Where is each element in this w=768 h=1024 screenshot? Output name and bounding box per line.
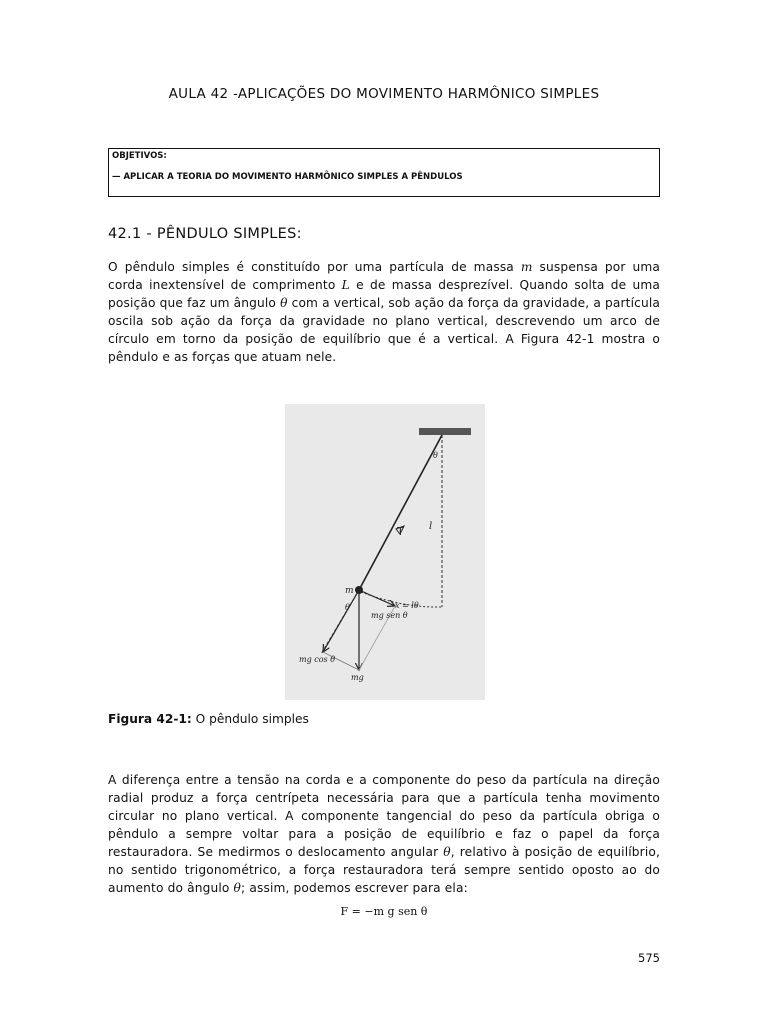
restoring-force-formula: F = −m g sen θ — [340, 905, 428, 918]
label-arc: x = lθ — [395, 601, 419, 610]
math-L: L — [341, 278, 350, 292]
paragraph-text: O pêndulo simples é constituído por uma partícula de massa — [108, 260, 521, 274]
label-mg-sin: mg sen θ — [371, 611, 408, 620]
paragraph-text: ; assim, podemos escrever para ela: — [241, 881, 468, 895]
paragraph-text: A diferença entre a tensão na corda e a componente do peso da partícula na direção radial produz a força centrípeta necessária para que a partícula tenha movimento circular no plano vertical. A componente tangencial do peso da partícula obriga o pêndulo a sempre voltar para a posição de equilíbrio e faz o papel da força restauradora. Se medirmos o deslocamento angular — [108, 773, 660, 859]
objectives-item: — APLICAR A TEORIA DO MOVIMENTO HARMÔNICO SIMPLES A PÊNDULOS — [112, 172, 463, 182]
objectives-box — [108, 148, 660, 197]
paragraph-text: e de massa desprezível. Quando solta de uma posição que faz um ângulo — [108, 278, 661, 310]
math-theta: θ — [443, 845, 451, 859]
paragraph-intro — [108, 258, 660, 366]
figure-caption — [108, 712, 309, 726]
label-theta-top: θ — [433, 451, 438, 460]
paragraph-text: suspensa por uma corda inextensível de comprimento — [108, 260, 661, 292]
objectives-heading: OBJETIVOS: — [112, 151, 167, 161]
pendulum-diagram — [285, 404, 485, 700]
math-theta: θ — [280, 296, 288, 310]
label-theta-bottom: θ — [345, 603, 350, 612]
mg-cos-arrow — [323, 590, 359, 652]
section-title: 42.1 - PÊNDULO SIMPLES: — [108, 226, 302, 242]
math-theta: θ — [233, 881, 242, 895]
label-tension: T — [397, 525, 404, 538]
pendulum-mass — [355, 586, 363, 594]
math-m: m — [520, 260, 533, 274]
pendulum-figure — [285, 404, 485, 700]
page-title: AULA 42 -APLICAÇÕES DO MOVIMENTO HARMÔNICO SIMPLES — [168, 86, 600, 102]
label-length: l — [429, 521, 433, 532]
paragraph-text: com a vertical, sob ação da força da gravidade, a partícula oscila sob ação da força da gravidade no plano vertical, descrevendo um arco de círculo em torno da posição de equilíbrio que é a vertical. A Figura 42-1 mostra o pêndulo e as forças que atuam nele. — [108, 296, 660, 364]
pendulum-string — [359, 435, 442, 590]
label-mass: m — [345, 586, 354, 596]
label-mg: mg — [351, 673, 364, 682]
paragraph-text: , relativo à posição de equilíbrio, no sentido trigonométrico, a força restauradora terá sempre sentido oposto ao do aumento do ângulo — [108, 845, 660, 895]
paragraph-restoring-force — [108, 771, 660, 897]
ceiling-support — [419, 428, 471, 435]
label-mg-cos: mg cos θ — [299, 655, 336, 664]
page-number: 575 — [638, 951, 660, 965]
caption-label: Figura 42-1: — [108, 712, 192, 726]
caption-text: O pêndulo simples — [191, 712, 309, 726]
